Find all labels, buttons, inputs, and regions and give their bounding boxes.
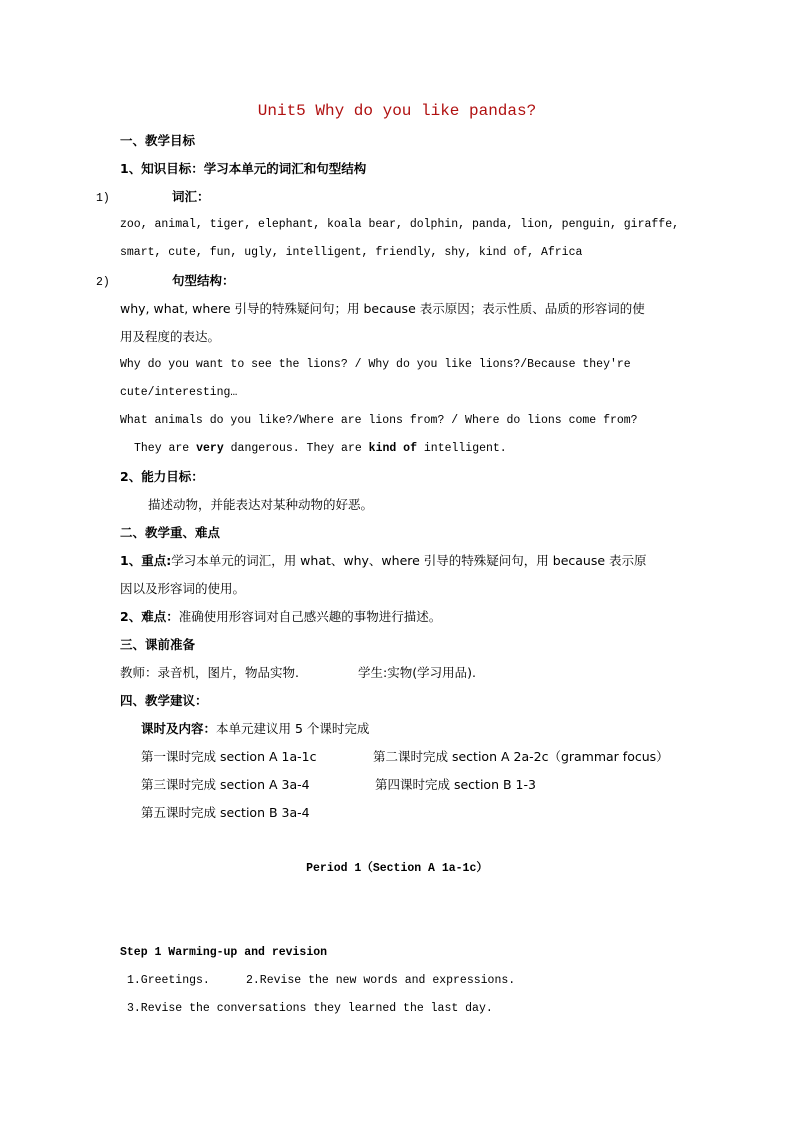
section-2-heading: 二、教学重、难点 [120,525,221,540]
step-1-item-2: 2.Revise the new words and expressions. [246,974,516,987]
key-point-label: 1、重点: [120,553,172,568]
period-plan-4: 第四课时完成 section B 1-3 [375,777,536,792]
difficult-point-label: 2、难点： [120,609,179,624]
section-4-heading: 四、教学建议： [120,693,208,708]
knowledge-goal-label: 1、知识目标：学习本单元的词汇和句型结构 [120,161,367,176]
section-1-heading: 一、教学目标 [120,133,196,148]
difficult-point [120,609,441,625]
example-line-3: What animals do you like?/Where are lions from? / Where do lions come from? [120,414,638,427]
vocab-line-1: zoo, animal, tiger, elephant, koala bear, dolphin, panda, lion, penguin, giraffe, [120,218,679,231]
ability-goal-text: 描述动物，并能表达对某种动物的好恶。 [148,497,374,512]
example-line-1: Why do you want to see the lions? / Why do you like lions?/Because they're [120,358,631,371]
document-title: Unit5 Why do you like pandas? [257,102,537,120]
example-line-4 [134,441,507,457]
step-1-item-1: 1.Greetings. [127,974,210,987]
vocab-line-2: smart, cute, fun, ugly, intelligent, friendly, shy, kind of, Africa [120,246,583,259]
ability-goal-label: 2、能力目标： [120,469,204,484]
example-4-kind-of: kind of [368,442,417,455]
example-4-very: very [196,442,224,455]
vocab-number: 1) [96,192,110,205]
example-4-part-e: intelligent. [416,442,507,455]
structure-label: 句型结构： [172,273,235,288]
vocab-label: 词汇： [172,189,210,204]
lesson-hours [141,721,369,737]
period-1-heading: Period 1（Section A 1a-1c） [306,862,488,875]
step-1-item-3: 3.Revise the conversations they learned the last day. [127,1002,493,1015]
key-point-line-1 [120,553,647,569]
section-3-heading: 三、课前准备 [120,637,196,652]
teacher-prep: 教师：录音机，图片，物品实物. [120,665,299,680]
structure-line-2: 用及程度的表达。 [120,329,221,344]
period-plan-3: 第三课时完成 section A 3a-4 [141,777,310,792]
structure-number: 2) [96,276,110,289]
difficult-point-text: 准确使用形容词对自己感兴趣的事物进行描述。 [178,609,442,624]
vocab-item [96,189,210,207]
structure-item [96,273,235,291]
period-plan-2: 第二课时完成 section A 2a-2c（grammar focus） [373,749,669,764]
period-plan-1: 第一课时完成 section A 1a-1c [141,749,317,764]
lesson-hours-text: 本单元建议用 5 个课时完成 [216,721,370,736]
student-prep: 学生:实物(学习用品). [358,665,476,680]
step-1-heading: Step 1 Warming-up and revision [120,946,328,959]
example-4-part-c: dangerous. They are [223,442,369,455]
structure-line-1: why, what, where 引导的特殊疑问句；用 because 表示原因；表示性质、品质的形容词的使 [120,301,645,316]
key-point-line-2: 因以及形容词的使用。 [120,581,246,596]
lesson-hours-label: 课时及内容： [141,721,217,736]
key-point-text: 学习本单元的词汇，用 what、why、where 引导的特殊疑问句，用 because 表示原 [171,553,647,568]
example-line-2: cute/interesting… [120,386,238,399]
example-4-part-a: They are [134,442,197,455]
period-plan-5: 第五课时完成 section B 3a-4 [141,805,310,820]
